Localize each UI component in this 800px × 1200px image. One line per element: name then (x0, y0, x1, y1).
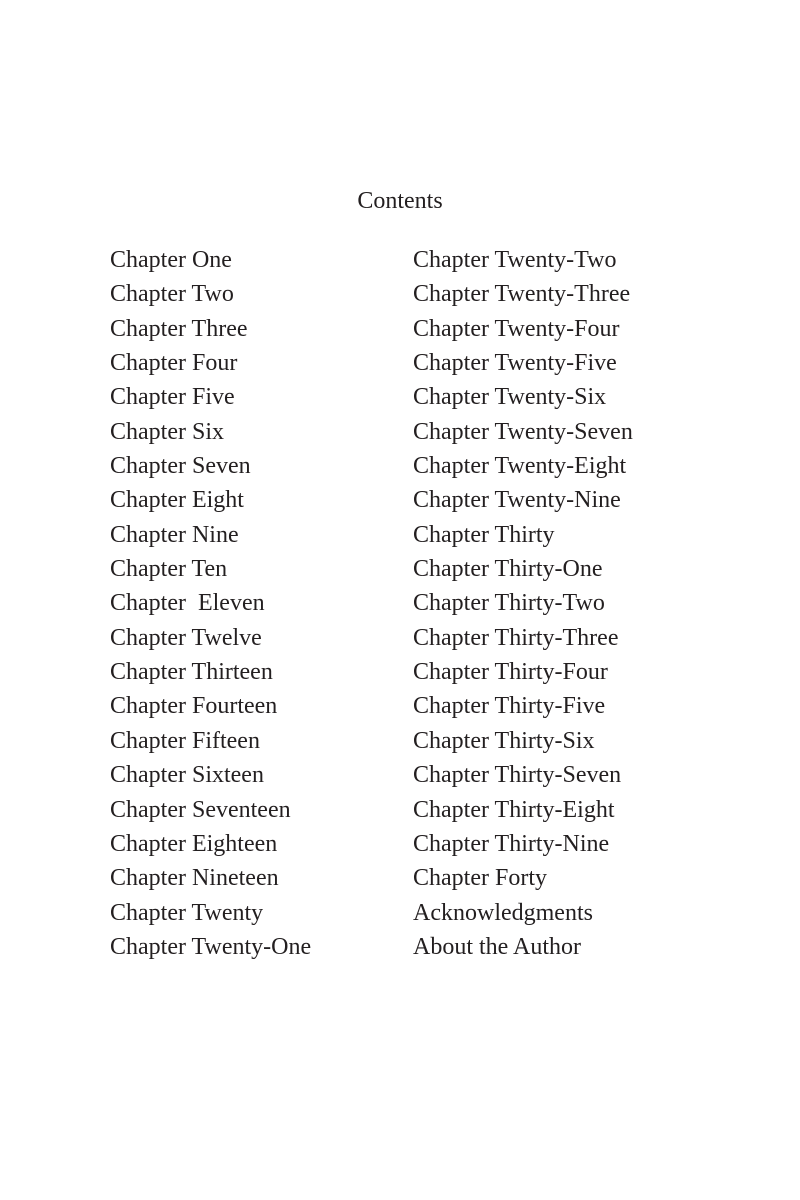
toc-entry[interactable]: Chapter Nine (110, 521, 239, 548)
toc-entry[interactable]: Chapter One (110, 247, 232, 273)
toc-entry[interactable]: Chapter Thirty-Five (413, 693, 606, 720)
toc-entry[interactable]: Chapter Six (110, 418, 224, 445)
toc-entry[interactable]: About the Author (413, 933, 581, 960)
toc-entry[interactable]: Chapter Forty (413, 865, 547, 892)
toc-entry[interactable]: Chapter Twenty (110, 899, 264, 926)
toc-entry[interactable]: Chapter Thirty-Six (413, 727, 595, 754)
toc-entry[interactable]: Chapter Ten (110, 556, 228, 583)
toc-entry[interactable]: Chapter Thirty-Seven (413, 762, 622, 789)
toc-entry[interactable]: Chapter Five (110, 384, 235, 411)
toc-entry[interactable]: Chapter Twenty-Four (413, 315, 620, 342)
toc-entry[interactable]: Chapter Fifteen (110, 727, 260, 754)
toc-entry[interactable]: Chapter Twenty-Seven (413, 418, 633, 445)
toc-entry[interactable]: Chapter Thirty-Four (413, 659, 608, 686)
toc-entry[interactable]: Chapter Twenty-Nine (413, 487, 621, 514)
toc-entry[interactable]: Chapter Seven (110, 453, 251, 480)
toc-entry[interactable]: Acknowledgments (413, 899, 593, 926)
toc-entry[interactable]: Chapter Thirty-Eight (413, 796, 615, 823)
toc-entry[interactable]: Chapter Twenty-Two (413, 247, 617, 273)
toc-entry[interactable]: Chapter Twenty-One (110, 933, 312, 960)
toc-entry[interactable]: Chapter Thirty-Three (413, 624, 619, 651)
toc-entry[interactable]: Chapter Fourteen (110, 693, 278, 720)
toc-entry[interactable]: Chapter Three (110, 315, 248, 342)
toc-entry[interactable]: Chapter Two (110, 281, 234, 308)
page-title: Contents (357, 188, 443, 214)
toc-entry[interactable]: Chapter Sixteen (110, 762, 264, 789)
toc-entry[interactable]: Chapter Twenty-Six (413, 384, 607, 411)
toc-entry[interactable]: Chapter Thirteen (110, 659, 273, 686)
toc-entry[interactable]: Chapter Thirty-Two (413, 590, 605, 617)
toc-entry[interactable]: Chapter Twenty-Three (413, 281, 631, 308)
toc-entry[interactable]: Chapter Four (110, 350, 238, 377)
toc-entry[interactable]: Chapter Thirty-Nine (413, 830, 610, 857)
toc-entry[interactable]: Chapter Nineteen (110, 865, 279, 892)
toc-entry[interactable]: Chapter Twelve (110, 624, 262, 651)
toc-entry[interactable]: Chapter Seventeen (110, 796, 291, 823)
toc-entry[interactable]: Chapter Thirty-One (413, 556, 603, 583)
toc-entry[interactable]: Chapter Twenty-Five (413, 350, 617, 377)
toc-right-column (413, 243, 633, 964)
toc-left-column (110, 243, 311, 964)
toc-entry[interactable]: Chapter Twenty-Eight (413, 453, 627, 480)
toc-entry[interactable]: Chapter Eight (110, 487, 244, 514)
toc-entry[interactable]: Chapter Eighteen (110, 830, 278, 857)
toc-entry[interactable]: Chapter Thirty (413, 521, 555, 548)
toc-entry[interactable]: Chapter Eleven (110, 590, 265, 617)
